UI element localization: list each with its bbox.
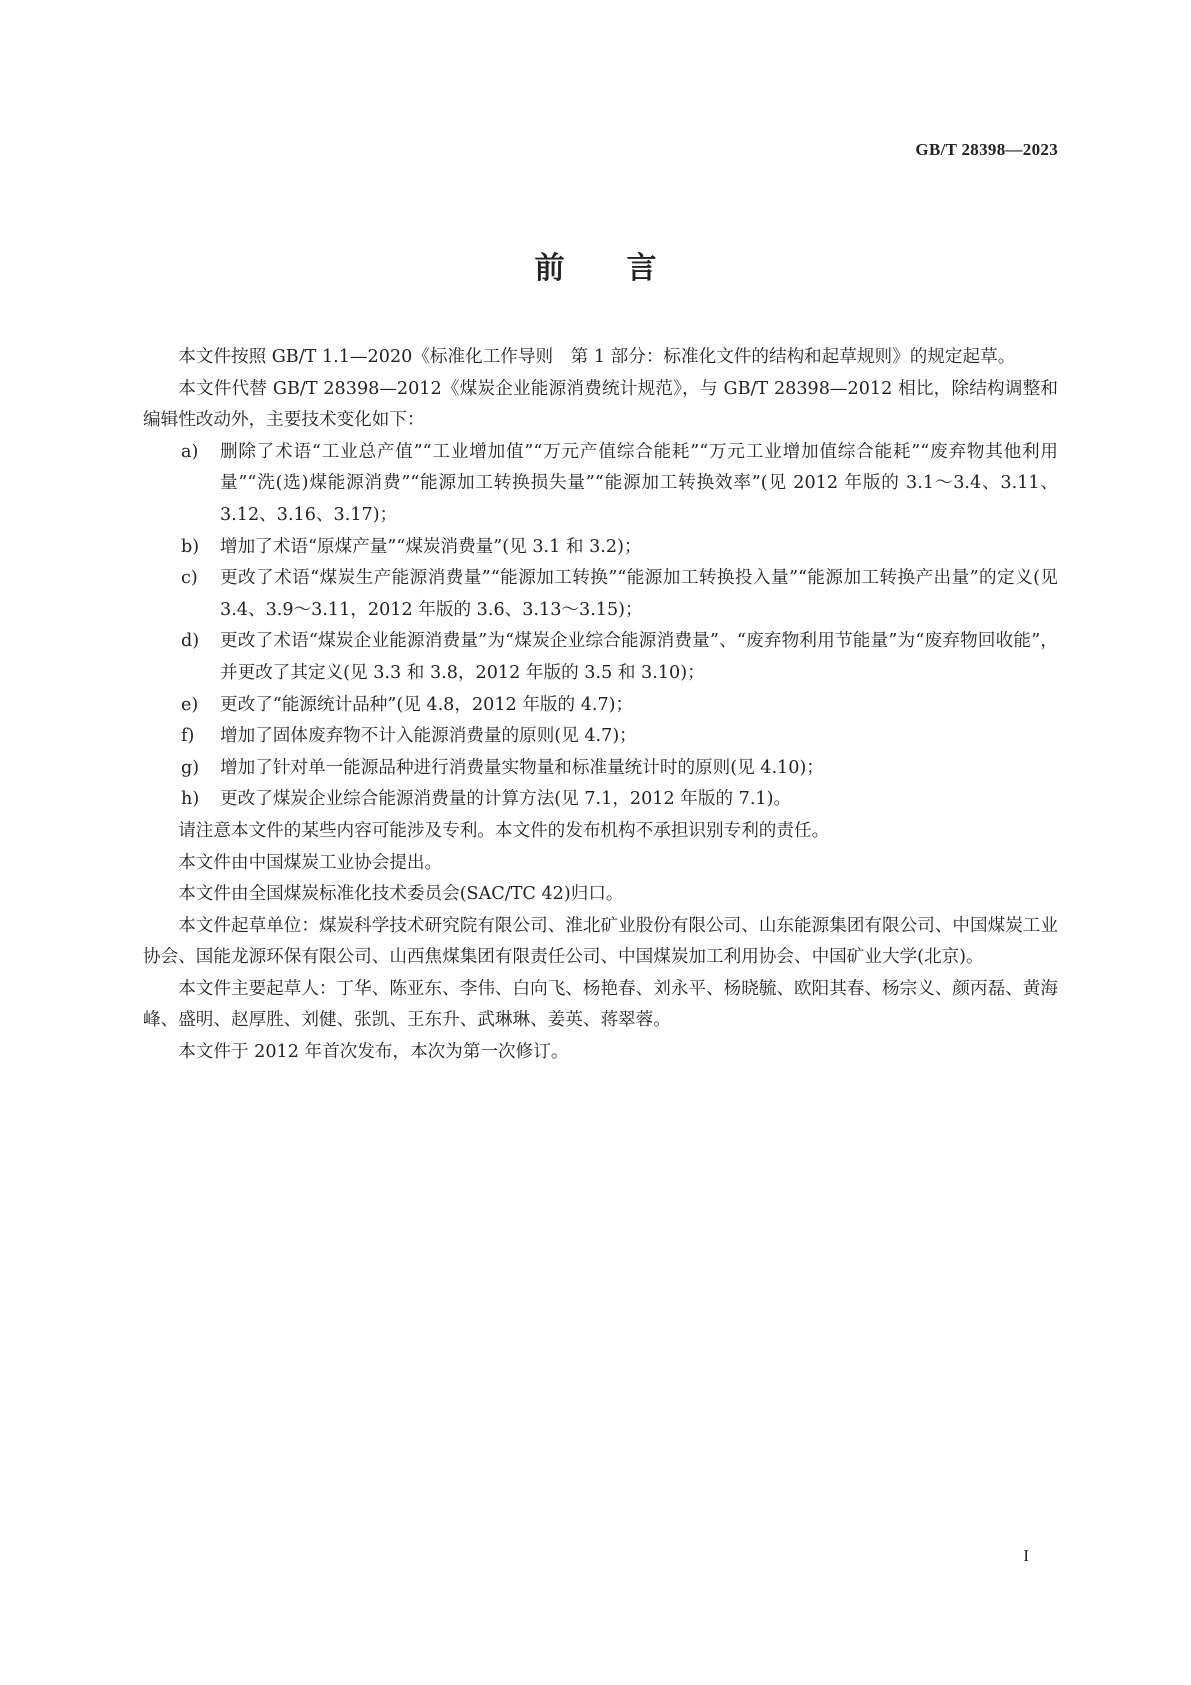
list-item xyxy=(143,721,1058,753)
list-item-text: 增加了针对单一能源品种进行消费量实物量和标准量统计时的原则(见 4.10)； xyxy=(220,757,824,778)
paragraph-technical-committee: 本文件由全国煤炭标准化技术委员会(SAC/TC 42)归口。 xyxy=(178,884,624,905)
list-item xyxy=(143,690,1058,722)
list-item-text: 更改了煤炭企业综合能源消费量的计算方法(见 7.1，2012 年版的 7.1)。 xyxy=(220,789,792,810)
list-item xyxy=(143,784,1058,816)
list-item-marker: e) xyxy=(181,694,199,715)
page-title: 前言 xyxy=(534,251,719,286)
standard-number: GB/T 28398—2023 xyxy=(915,140,1058,159)
list-item xyxy=(143,437,1058,532)
list-item-marker: h) xyxy=(181,789,200,810)
list-item-marker: c) xyxy=(181,568,198,589)
list-item-text: 更改了术语“煤炭企业能源消费量”为“煤炭企业综合能源消费量”、“废弃物利用节能量”为“废弃物回收能”，并更改了其定义(见 3.3 和 3.8，2012 年版的 3.5 和 3.10)； xyxy=(220,631,1058,683)
paragraph-drafters: 本文件主要起草人：丁华、陈亚东、李伟、白向飞、杨艳春、刘永平、杨晓毓、欧阳其春、杨宗义、颜丙磊、黄海峰、盛明、赵厚胜、刘健、张凯、王东升、武琳琳、姜英、蒋翠蓉。 xyxy=(143,978,1058,1031)
list-item-marker: d) xyxy=(181,631,200,652)
list-item-marker: g) xyxy=(181,757,200,778)
paragraph-drafting-rules: 本文件按照 GB/T 1.1—2020《标准化工作导则 第 1 部分：标准化文件的结构和起草规则》的规定起草。 xyxy=(178,347,1016,367)
list-item-text: 删除了术语“工业总产值”“工业增加值”“万元产值综合能耗”“万元工业增加值综合能耗”“废弃物其他利用量”“洗(选)煤能源消费”“能源加工转换损失量”“能源加工转换效率”(见 2012 年版的 3.1～3.4、3.11、3.12、3.16、3.17)； xyxy=(220,441,1058,525)
list-item xyxy=(143,532,1058,564)
list-item-marker: f) xyxy=(181,726,195,747)
list-item xyxy=(143,753,1058,785)
list-item-marker: b) xyxy=(181,536,200,557)
paragraph-patent-notice: 请注意本文件的某些内容可能涉及专利。本文件的发布机构不承担识别专利的责任。 xyxy=(178,820,830,841)
paragraph-replacement-note: 本文件代替 GB/T 28398—2012《煤炭企业能源消费统计规范》，与 GB/T 28398—2012 相比，除结构调整和编辑性改动外，主要技术变化如下： xyxy=(143,378,1058,431)
list-item-marker: a) xyxy=(181,441,199,462)
paragraph-proposer: 本文件由中国煤炭工业协会提出。 xyxy=(178,852,443,873)
list-item-text: 更改了术语“煤炭生产能源消费量”“能源加工转换”“能源加工转换投入量”“能源加工转换产出量”的定义(见 3.4、3.9～3.11，2012 年版的 3.6、3.13～3.15)； xyxy=(220,568,1058,620)
paragraph-drafting-units: 本文件起草单位：煤炭科学技术研究院有限公司、淮北矿业股份有限公司、山东能源集团有限公司、中国煤炭工业协会、国能龙源环保有限公司、山西焦煤集团有限责任公司、中国煤炭加工利用协会、中国矿业大学(北京)。 xyxy=(143,915,1058,968)
list-item-text: 增加了固体废弃物不计入能源消费量的原则(见 4.7)； xyxy=(220,726,637,747)
list-item-text: 增加了术语“原煤产量”“煤炭消费量”(见 3.1 和 3.2)； xyxy=(220,536,642,557)
list-item xyxy=(143,563,1058,626)
paragraph-publication-history: 本文件于 2012 年首次发布，本次为第一次修订。 xyxy=(178,1042,569,1063)
changes-list xyxy=(143,437,1058,816)
list-item xyxy=(143,626,1058,689)
page-number: I xyxy=(1023,1546,1029,1565)
list-item-text: 更改了“能源统计品种”(见 4.8，2012 年版的 4.7)； xyxy=(220,694,634,715)
document-body xyxy=(143,342,1058,1069)
